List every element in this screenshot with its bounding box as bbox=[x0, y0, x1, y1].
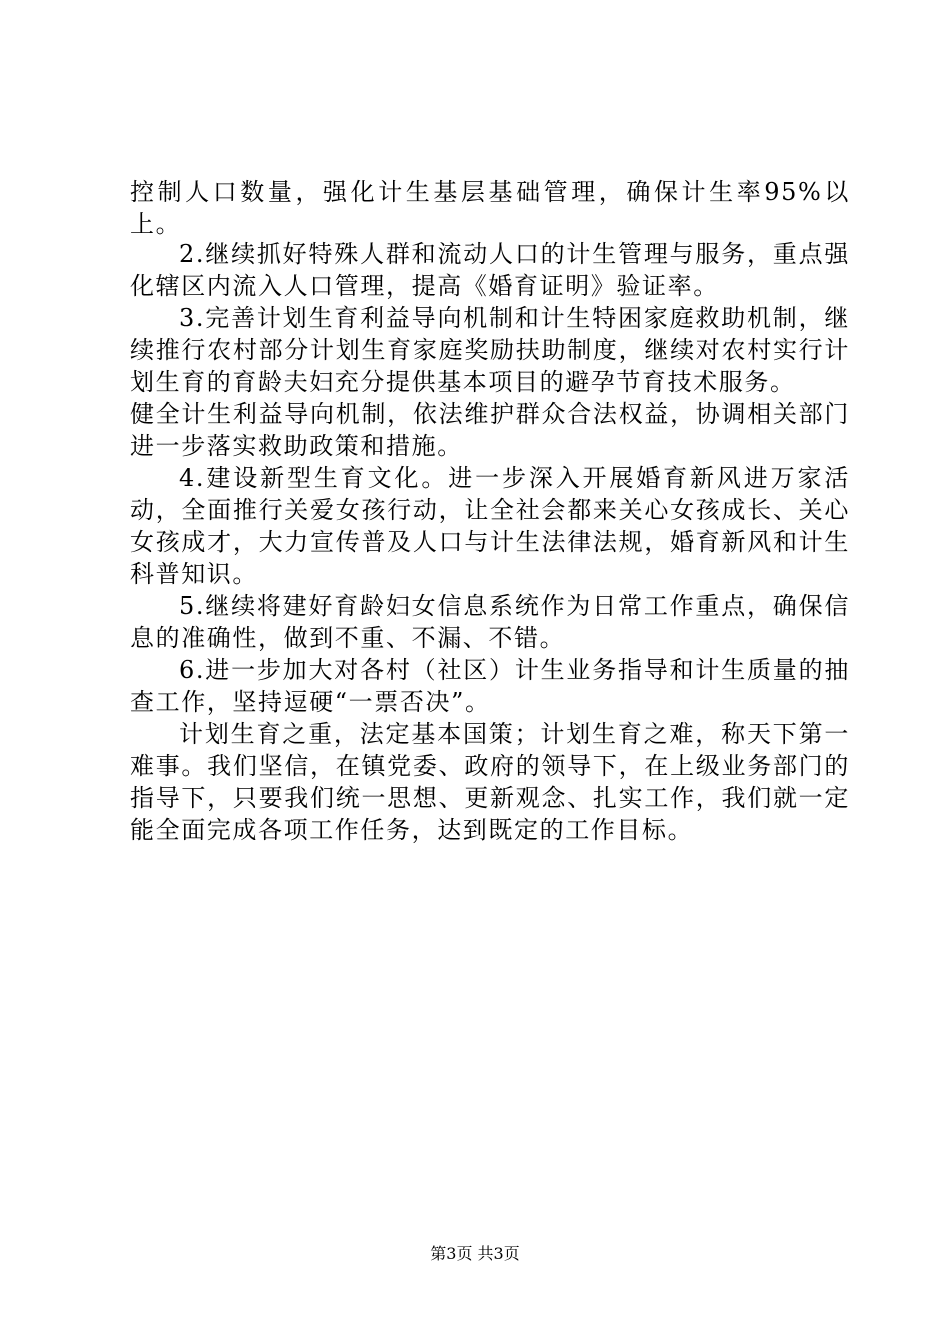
paragraph-continuation: 健全计生利益导向机制，依法维护群众合法权益，协调相关部门进一步落实救助政策和措施。 bbox=[130, 400, 850, 460]
lead-line bbox=[130, 176, 850, 240]
body-paragraphs bbox=[130, 238, 850, 846]
page-number: 第3页 共3页 bbox=[430, 1244, 520, 1263]
paragraph-lead: 控制人口数量，强化计生基层基础管理，确保计生率95%以上。 bbox=[130, 178, 850, 238]
paragraph-item-2: 2.继续抓好特殊人群和流动人口的计生管理与服务，重点强化辖区内流入人口管理，提高《婚育证明》验证率。 bbox=[130, 240, 850, 300]
paragraph-conclusion: 计划生育之重，法定基本国策；计划生育之难，称天下第一难事。我们坚信，在镇党委、政府的领导下，在上级业务部门的指导下，只要我们统一思想、更新观念、扎实工作，我们就一定能全面完成各项工作任务，达到既定的工作目标。 bbox=[130, 720, 850, 844]
page-footer bbox=[0, 1243, 950, 1265]
paragraph-item-6: 6.进一步加大对各村（社区）计生业务指导和计生质量的抽查工作，坚持逗硬“一票否决”。 bbox=[130, 656, 850, 716]
paragraph-item-5: 5.继续将建好育龄妇女信息系统作为日常工作重点，确保信息的准确性，做到不重、不漏、不错。 bbox=[130, 592, 850, 652]
paragraph-item-4: 4.建设新型生育文化。进一步深入开展婚育新风进万家活动，全面推行关爱女孩行动，让全社会都来关心女孩成长、关心女孩成才，大力宣传普及人口与计生法律法规，婚育新风和计生科普知识。 bbox=[130, 464, 850, 588]
paragraph-item-3: 3.完善计划生育利益导向机制和计生特困家庭救助机制，继续推行农村部分计划生育家庭奖励扶助制度，继续对农村实行计划生育的育龄夫妇充分提供基本项目的避孕节育技术服务。 bbox=[130, 304, 850, 396]
